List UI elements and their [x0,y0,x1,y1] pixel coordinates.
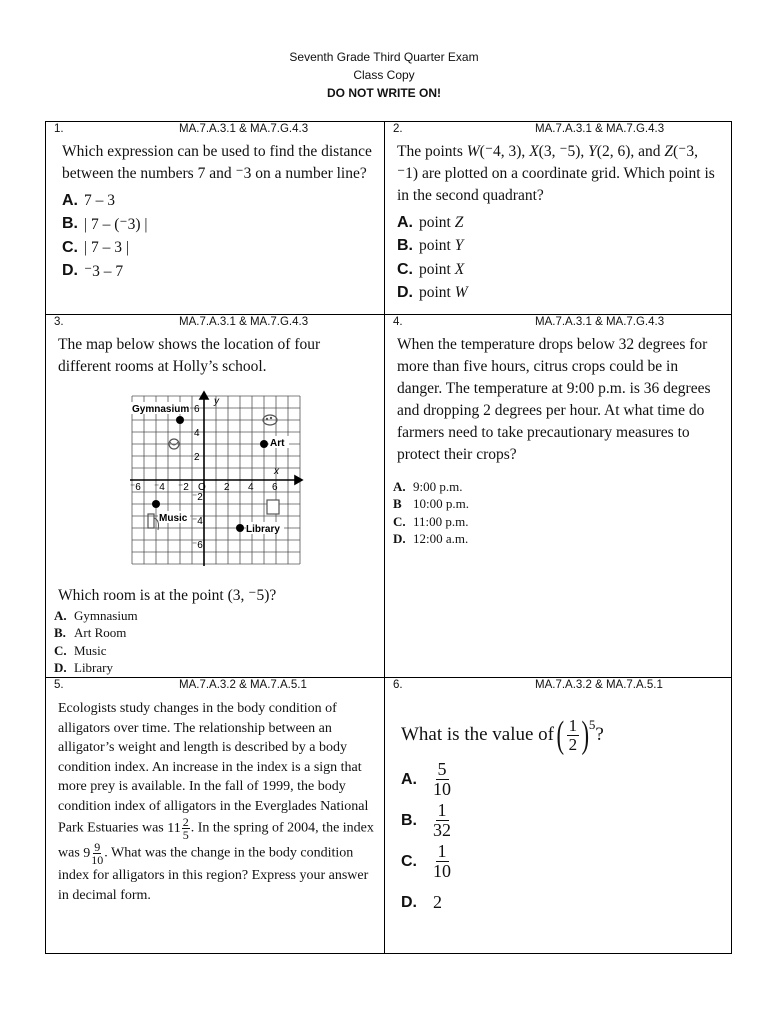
axis-label-y: y [214,396,219,407]
question-prompt: Which room is at the point (3, ⁻5)? [58,587,277,604]
option-b: B 10:00 p.m. [393,496,469,512]
option-d: D. 12:00 a.m. [393,531,469,547]
option-b: B. | 7 – (⁻3) | [62,215,148,233]
room-label-library: Library [246,524,280,535]
question-3 [46,315,385,678]
answer-options [385,211,731,305]
standard-code: MA.7.A.3.2 & MA.7.A.5.1 [535,679,663,691]
option-c: C. | 7 – 3 | [62,238,129,256]
option-a: A. 7 – 3 [62,191,115,209]
x-axis-arrow [295,476,302,484]
question-4 [385,315,732,678]
x-tick: 2 [224,482,230,493]
option-c: C. 11:00 p.m. [393,513,469,529]
option-c: C. Music [54,642,107,658]
axis-label-x: x [274,466,279,477]
standard-code: MA.7.A.3.1 & MA.7.G.4.3 [535,316,665,328]
room-label-art: Art [270,438,285,449]
exam-title: Seventh Grade Third Quarter Exam [289,50,479,64]
standard-code: MA.7.A.3.2 & MA.7.A.5.1 [179,679,307,691]
exam-notice: DO NOT WRITE ON! [327,86,441,100]
option-b: B. 1 32 [401,800,451,840]
option-a: A. point Z [397,213,464,231]
y-axis-arrow [200,392,208,399]
school-map-grid [126,390,306,570]
x-tick: 4 [248,482,254,493]
option-b: B. point Y [397,237,464,255]
question-text: When the temperature drops below 32 degrees for more than five hours, citrus crops could be in danger. The temperature at 9:00 p.m. is 36 degrees and dropping 2 degrees per hour. At what time do farmers need to take precautionary measures to protect their crops? [397,336,711,463]
art-point [260,440,268,448]
question-text: The points W(⁻4, 3), X(3, ⁻5), Y(2, 6), and Z(⁻3, ⁻1) are plotted on a coordinate grid. Which point is in the second quadrant? [397,143,715,204]
question-1 [46,122,385,315]
question-2 [385,122,732,315]
option-d: D. 2 [401,892,442,912]
answer-options [46,607,384,677]
option-c: C. 1 10 [401,841,451,881]
option-a: A. 9:00 p.m. [393,478,463,494]
answer-options [46,189,384,283]
answer-options [385,759,731,923]
option-d: D. ⁻3 – 7 [62,262,124,280]
x-tick: 6 [272,482,278,493]
library-icon [267,500,279,514]
origin-label: O [198,482,206,493]
exam-subtitle: Class Copy [353,68,415,82]
option-a: A. 5 10 [401,759,451,799]
standard-code: MA.7.A.3.1 & MA.7.G.4.3 [179,316,309,328]
question-number: 6. [393,679,403,691]
x-tick: ⁻6 [130,482,141,493]
music-point [152,500,160,508]
y-tick: 4 [194,428,200,439]
library-point [236,524,244,532]
option-a: A. Gymnasium [54,607,138,623]
y-tick: ⁻2 [192,492,203,503]
question-5 [46,678,385,954]
y-tick: 2 [194,452,200,463]
option-d: D. point W [397,284,468,302]
gymnasium-point [176,416,184,424]
x-tick: ⁻4 [154,482,165,493]
y-tick: 6 [194,404,200,415]
question-text: Ecologists study changes in the body condition of alligators over time. The relationship between an alligator’s weight and length is described by a body condition index. An increase in the index is a sign that more prey is available. In the fall of 1999, the body condition index of alligators in the Everglades National Park Estuaries was 11 $\frac{2}{5}$ . In the spring of 2004, the index was 9 $\frac{9}{10}$ . What was the change in the body condition index for alligators in this region? Express your answer in decimal form. [58,701,374,903]
mixed-number: 11 $\frac{2}{5}$ [167,815,189,842]
option-c: C. point X [397,260,465,278]
music-icon [148,514,159,530]
question-number: 5. [54,679,64,691]
question-number: 3. [54,316,64,328]
answer-options [385,478,731,548]
option-b: B. Art Room [54,625,127,641]
question-number: 2. [393,123,403,135]
question-text: What is the value of ( 1 2 ) $^5$ ? [401,714,604,756]
question-text: Which expression can be used to find the distance between the numbers 7 and ⁻3 on a number line? [62,143,372,182]
room-label-gymnasium: Gymnasium [132,404,190,415]
option-d: D. Library [54,660,113,676]
y-tick: ⁻6 [192,540,203,551]
standard-code: MA.7.A.3.1 & MA.7.G.4.3 [179,123,309,135]
room-label-music: Music [159,513,188,524]
question-6 [385,678,732,954]
standard-code: MA.7.A.3.1 & MA.7.G.4.3 [535,123,665,135]
x-tick: ⁻2 [178,482,189,493]
question-text: The map below shows the location of four different rooms at Holly’s school. [58,336,321,375]
question-grid [45,121,732,954]
mixed-number: 9 $\frac{9}{10}$ [83,840,104,867]
question-number: 1. [54,123,64,135]
question-number: 4. [393,316,403,328]
y-tick: ⁻4 [192,516,203,527]
